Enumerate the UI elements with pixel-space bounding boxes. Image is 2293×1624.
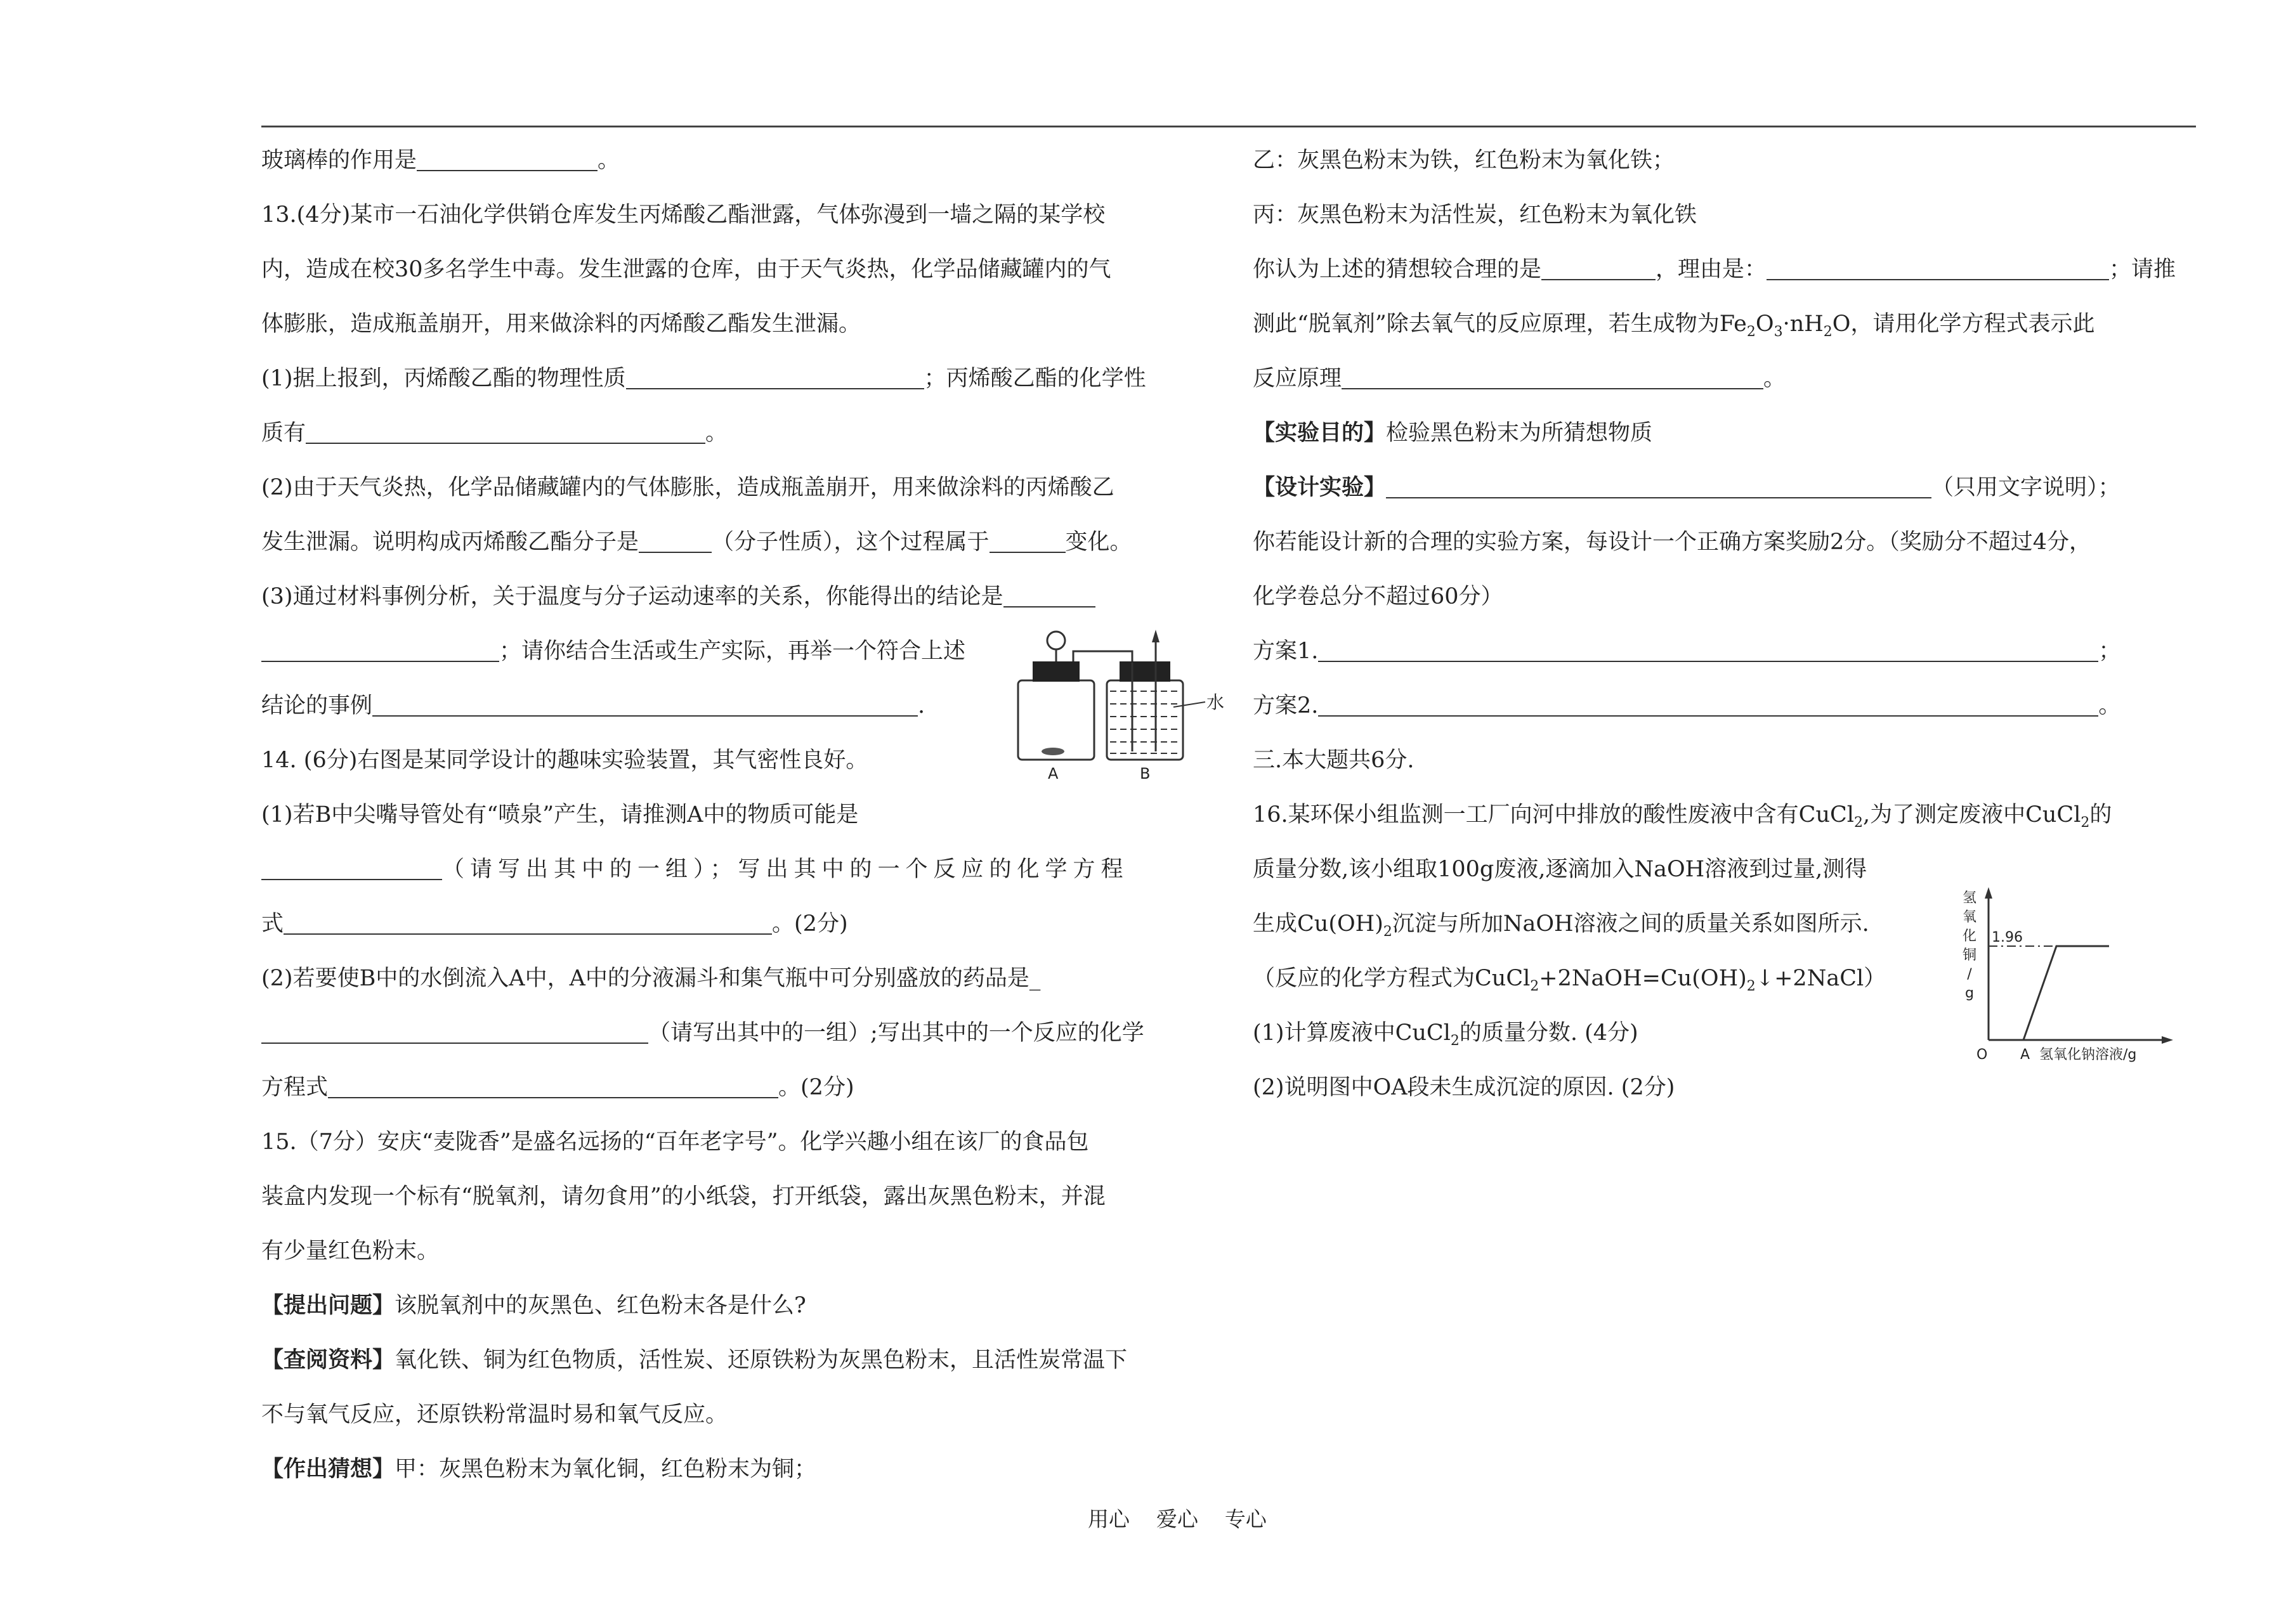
- line: 发生泄漏。说明构成丙烯酸乙酯分子是 （分子性质），这个过程属于 变化。: [261, 529, 1132, 555]
- line: 有少量红色粉末。: [261, 1238, 440, 1264]
- question-15-text: 15.（7分）安庆“麦陇香”是盛名远扬的“百年老字号”。化学兴趣小组在该厂的食品包: [261, 1129, 1089, 1155]
- answer-blank[interactable]: [1318, 642, 2098, 662]
- answer-blank[interactable]: [328, 1078, 778, 1098]
- line: (2)由于天气炎热，化学品储藏罐内的气体膨胀，造成瓶盖崩开，用来做涂料的丙烯酸乙: [261, 475, 1114, 500]
- line: 质量分数,该小组取100g废液,逐滴加入NaOH溶液到过量,测得: [1253, 857, 1867, 882]
- answer-blank[interactable]: [1541, 260, 1656, 280]
- line: 内，造成在校30多名学生中毒。发生泄露的仓库，由于天气炎热，化学品储藏罐内的气: [261, 257, 1111, 282]
- line: 方案1. ；: [1253, 639, 2121, 664]
- series-line: [1989, 946, 2109, 1040]
- answer-blank[interactable]: [306, 424, 705, 444]
- line: 你认为上述的猜想较合理的是 ，理由是： ；请推: [1253, 257, 2176, 282]
- bottle-a-label: A: [1048, 765, 1059, 783]
- line: 结论的事例 .: [261, 693, 925, 718]
- question-16-text: 16.某环保小组监测一工厂向河中排放的酸性废液中含有CuCl$_2$,为了测定废液中CuCl$_2$的: [1253, 802, 2112, 831]
- line: 【提出问题】该脱氧剂中的灰黑色、红色粉末各是什么?: [261, 1292, 806, 1318]
- line: 玻璃棒的作用是 。: [261, 148, 620, 173]
- answer-blank[interactable]: [261, 642, 499, 662]
- header-rule: [261, 126, 2196, 127]
- apparatus-figure: [1015, 625, 1231, 783]
- answer-blank[interactable]: [1318, 696, 2098, 717]
- answer-blank[interactable]: [639, 533, 712, 553]
- answer-blank[interactable]: [1003, 587, 1095, 607]
- line: 乙：灰黑色粉末为铁，红色粉末为氧化铁；: [1253, 148, 1675, 173]
- answer-blank[interactable]: [1386, 478, 1931, 498]
- line: (1)计算废液中CuCl$_2$的质量分数. (4分): [1253, 1020, 1638, 1049]
- line: （请写出其中的一组）；写出其中的一个反应的化学方程: [261, 842, 1238, 897]
- question-13-text: 13.(4分)某市一石油化学供销仓库发生丙烯酸乙酯泄露，气体弥漫到一墙之隔的某学校: [261, 202, 1106, 228]
- answer-blank[interactable]: [284, 914, 772, 935]
- line: 测此“脱氧剂”除去氧气的反应原理，若生成物为$Fe_2O_3\cdot nH_2O$，请用化学方程式表示此: [1253, 311, 2095, 340]
- line: （请写出其中的一组）;写出其中的一个反应的化学: [261, 1006, 1238, 1060]
- answer-blank[interactable]: [990, 533, 1066, 553]
- bottle-b-label: B: [1140, 765, 1151, 783]
- answer-blank[interactable]: [261, 1023, 648, 1044]
- line: (2)若要使B中的水倒流入A中，A中的分液漏斗和集气瓶中可分别盛放的药品是_: [261, 966, 1041, 991]
- answer-blank[interactable]: [1767, 260, 2109, 280]
- x-axis-arrow: [2162, 1036, 2173, 1044]
- page-footer: 用心 爱心 专心: [1088, 1507, 1267, 1531]
- line: (3)通过材料事例分析，关于温度与分子运动速率的关系，你能得出的结论是: [261, 569, 1238, 624]
- line: 方程式 。(2分): [261, 1075, 854, 1100]
- y-axis-arrow: [1985, 887, 1992, 899]
- line: 【设计实验】 （只用文字说明）；: [1253, 474, 2120, 500]
- answer-blank[interactable]: [372, 696, 918, 717]
- left-column: [261, 133, 1238, 1497]
- answer-blank[interactable]: [261, 860, 442, 880]
- line: 质有 。: [261, 420, 728, 446]
- line: 你若能设计新的合理的实验方案，每设计一个正确方案奖励2分。（奖励分不超过4分，: [1253, 529, 2092, 555]
- line: 【查阅资料】氧化铁、铜为红色物质，活性炭、还原铁粉为灰黑色粉末，且活性炭常温下: [261, 1347, 1128, 1373]
- x-axis-label: 氢氧化钠溶液/g: [2039, 1047, 2137, 1063]
- y-tick-1-96: 1.96: [1992, 930, 2023, 945]
- y-axis-label: 氢氧化铜/ g: [1962, 890, 1977, 1001]
- line: 化学卷总分不超过60分）: [1253, 584, 1503, 609]
- line: 【作出猜想】甲：灰黑色粉末为氧化铜，红色粉末为铜；: [261, 1456, 817, 1482]
- question-14-text: 14. (6分)右图是某同学设计的趣味实验装置，其气密性良好。: [261, 748, 868, 773]
- line: 【实验目的】检验黑色粉末为所猜想物质: [1253, 420, 1653, 446]
- line: 不与氧气反应，还原铁粉常温时易和氧气反应。: [261, 1402, 728, 1427]
- section-heading: 三.本大题共6分.: [1253, 748, 1414, 773]
- line: (1)据上报到，丙烯酸乙酯的物理性质 ；丙烯酸乙酯的化学性: [261, 366, 1146, 391]
- x-tick-a: A: [2020, 1047, 2030, 1063]
- answer-blank[interactable]: [1342, 369, 1763, 389]
- line: ；请你结合生活或生产实际，再举一个符合上述: [261, 624, 1238, 679]
- line: (1)若B中尖嘴导管处有“喷泉”产生，请推测A中的物质可能是: [261, 802, 859, 828]
- line: (2)说明图中OA段未生成沉淀的原因. (2分): [1253, 1075, 1675, 1100]
- line: 生成$Cu(OH)_2$沉淀与所加NaOH溶液之间的质量关系如图所示.: [1253, 911, 1869, 940]
- line: （反应的化学方程式为$CuCl_2+2NaOH=Cu(OH)_2↓+2NaCl$）: [1253, 966, 1886, 994]
- line: 体膨胀，造成瓶盖崩开，用来做涂料的丙烯酸乙酯发生泄漏。: [261, 311, 861, 337]
- line: 式 。(2分): [261, 911, 848, 937]
- precipitate-chart: [1909, 885, 2188, 1065]
- x-tick-o: O: [1976, 1047, 1988, 1063]
- line: 方案2. 。: [1253, 693, 2121, 718]
- line: 反应原理 。: [1253, 366, 1786, 391]
- line: 装盒内发现一个标有“脱氧剂，请勿食用”的小纸袋，打开纸袋，露出灰黑色粉末，并混: [261, 1184, 1106, 1209]
- line: 丙：灰黑色粉末为活性炭，红色粉末为氧化铁: [1253, 202, 1697, 228]
- answer-blank[interactable]: [417, 151, 598, 171]
- water-label: 水: [1206, 692, 1225, 713]
- answer-blank[interactable]: [626, 369, 924, 389]
